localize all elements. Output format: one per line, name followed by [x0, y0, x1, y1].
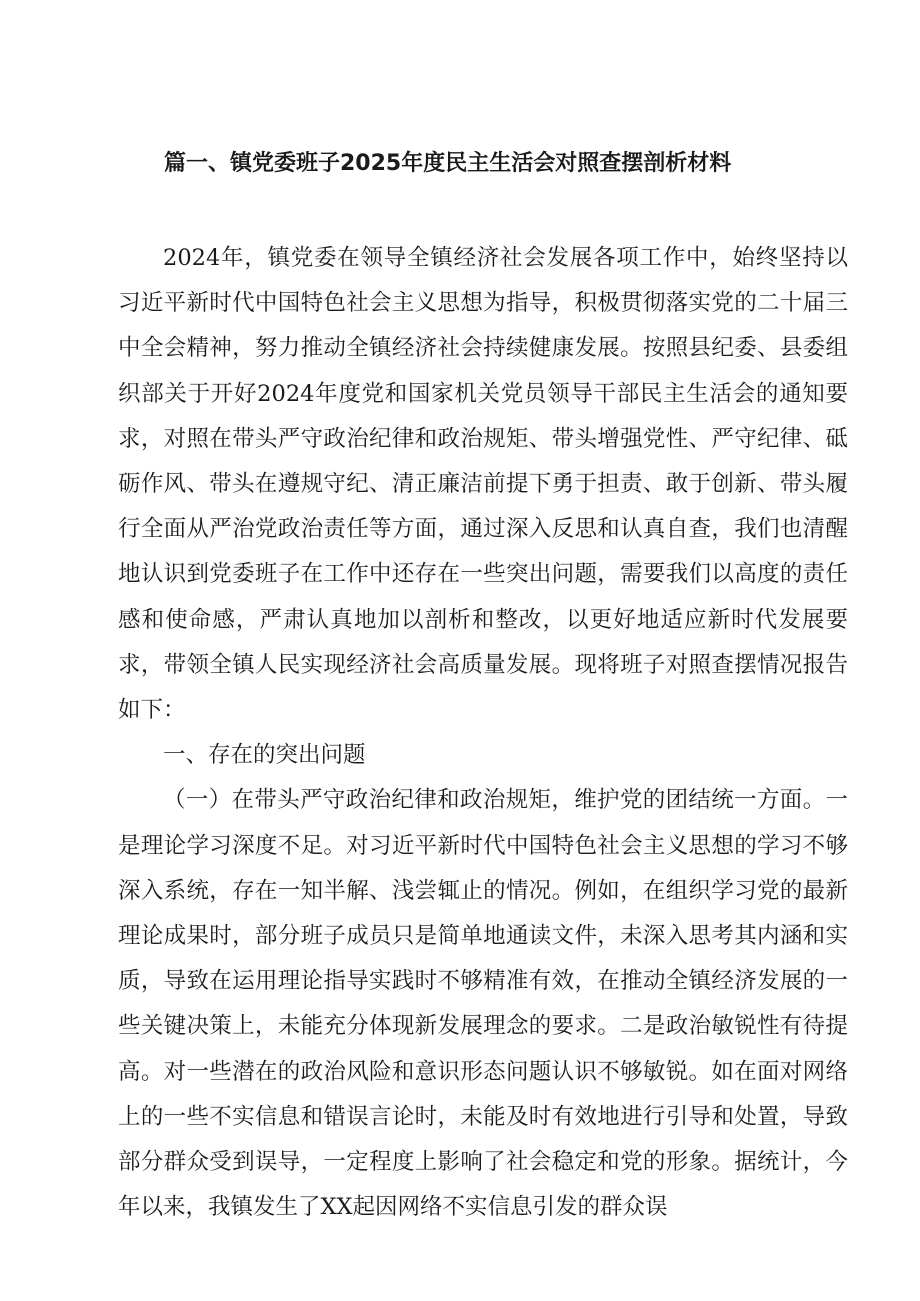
problems-paragraph: （一）在带头严守政治纪律和政治规矩，维护党的团结统一方面。一是理论学习深度不足。对习近平新时代中国特色社会主义思想的学习不够深入系统，存在一知半解、浅尝辄止的情况。例如，在组织学习党的最新理论成果时，部分班子成员只是简单地通读文件，未深入思考其内涵和实质，导致在运用理论指导实践时不够精准有效，在推动全镇经济发展的一些关键决策上，未能充分体现新发展理念的要求。二是政治敏锐性有待提高。对一些潜在的政治风险和意识形态问题认识不够敏锐。如在面对网络上的一些不实信息和错误言论时，未能及时有效地进行引导和处置，导致部分群众受到误导，一定程度上影响了社会稳定和党的形象。据统计，今年以来，我镇发生了XX起因网络不实信息引发的群众误 [118, 787, 848, 1221]
document-body [118, 236, 848, 1230]
section-heading-problems: 一、存在的突出问题 [163, 742, 366, 769]
intro-paragraph: 2024年，镇党委在领导全镇经济社会发展各项工作中，始终坚持以习近平新时代中国特色社会主义思想为指导，积极贯彻落实党的二十届三中全会精神，努力推动全镇经济社会持续健康发展。按照县纪委、县委组织部关于开好2024年度党和国家机关党员领导干部民主生活会的通知要求，对照在带头严守政治纪律和政治规矩、带头增强党性、严守纪律、砥砺作风、带头在遵规守纪、清正廉洁前提下勇于担责、敢于创新、带头履行全面从严治党政治责任等方面，通过深入反思和认真自查，我们也清醒地认识到党委班子在工作中还存在一些突出问题，需要我们以高度的责任感和使命感，严肃认真地加以剖析和整改，以更好地适应新时代发展要求，带领全镇人民实现经济社会高质量发展。现将班子对照查摆情况报告如下： [118, 245, 848, 724]
document-title: 篇一、镇党委班子2025年度民主生活会对照查摆剖析材料 [164, 151, 732, 176]
